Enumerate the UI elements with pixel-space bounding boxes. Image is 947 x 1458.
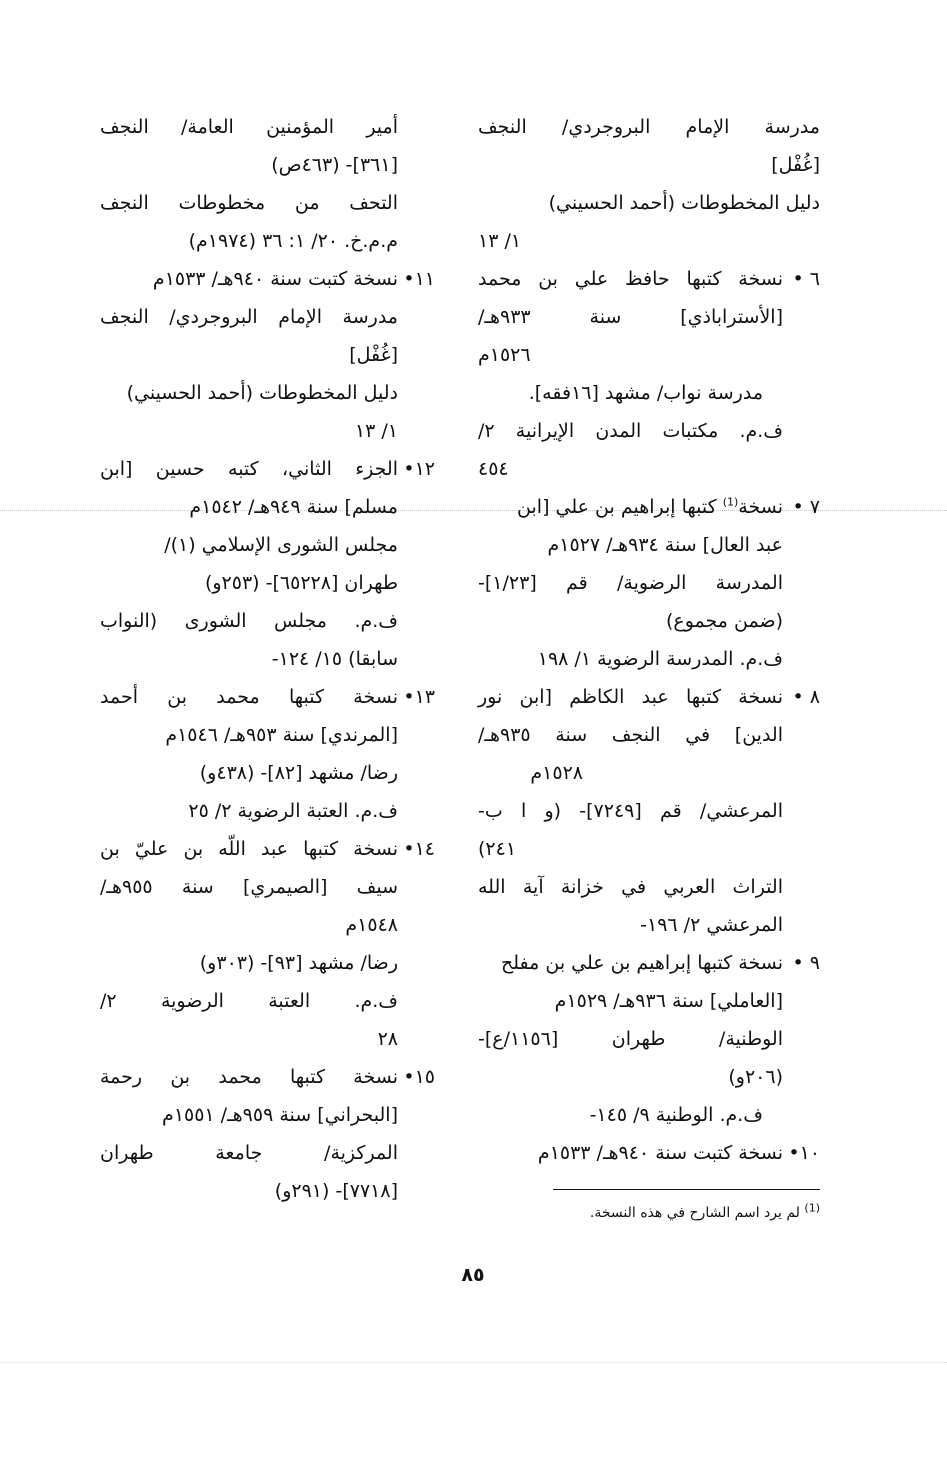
text-line: [البحراني] سنة ٩٥٩هـ/ ١٥٥١م <box>162 1104 398 1126</box>
footnote-text: لم يرد اسم الشارح في هذه النسخة. <box>589 1205 800 1221</box>
text-line: ١/ ١٣ <box>354 420 398 442</box>
text-line: المرعشي/ قم [٧٢٤٩]- (و ا ب- <box>478 800 783 822</box>
footnote-number: (1) <box>804 1201 820 1215</box>
text-line: رضا/ مشهد [٨٢]- (٤٣٨و) <box>199 762 398 784</box>
text-line: ٢٤١) <box>478 838 517 860</box>
manuscript-entry <box>100 450 435 678</box>
text-line: مجلس الشورى الإسلامي (١)/ <box>164 534 398 556</box>
text-line: نسخة كتبها عبد الكاظم [ابن نور <box>478 686 783 708</box>
text-line: نسخة كتبها محمد بن أحمد <box>100 686 398 708</box>
text-line: نسخة كتبها محمد بن رحمة <box>100 1066 398 1088</box>
manuscript-entry <box>100 1058 435 1210</box>
text-line: أمير المؤمنين العامة/ النجف <box>100 116 398 138</box>
text-line: [٧٧١٨]- (٢٩١و) <box>274 1180 398 1202</box>
text-line: نسخة كتبها حافظ علي بن محمد <box>478 268 783 290</box>
text-line: [غُفْل] <box>349 344 398 366</box>
entry-number: ١٤• <box>403 838 435 860</box>
text-line: نسخة كتبت سنة ٩٤٠هـ/ ١٥٣٣م <box>152 268 398 290</box>
entry-number: ١٠• <box>788 1142 820 1164</box>
entry-number: ٦ • <box>792 268 820 290</box>
text-line: [العاملي] سنة ٩٣٦هـ/ ١٥٢٩م <box>554 990 783 1012</box>
text-line: عبد العال] سنة ٩٣٤هـ/ ١٥٢٧م <box>547 534 783 556</box>
entry-number: ٩ • <box>792 952 820 974</box>
text-line: نسخة كتبها إبراهيم بن علي بن مفلح <box>500 952 783 974</box>
text-line: سيف [الصيمري] سنة ٩٥٥هـ/ <box>100 876 398 898</box>
text-line: ٤٥٤ <box>478 458 509 480</box>
text-line: نسخة كتبها عبد اللّه بن عليّ بن <box>100 838 398 860</box>
text-line: ف.م. المدرسة الرضوية ١/ ١٩٨ <box>537 648 783 670</box>
text-line: ف.م. مجلس الشورى (النواب <box>100 610 398 632</box>
text-line: ف.م. الوطنية ٩/ ١٤٥- <box>589 1104 763 1126</box>
text-line: مدرسة نواب/ مشهد [١٦فقه]. <box>528 382 763 404</box>
entry-number: ١٥• <box>403 1066 435 1088</box>
text-line: ٢٨ <box>377 1028 398 1050</box>
text-line: المركزية/ جامعة طهران <box>100 1142 398 1164</box>
footnote-marker: (1) <box>722 495 739 509</box>
text-line: [٣٦١]- (٤٦٣ص) <box>271 154 398 176</box>
text-line: [الأستراباذي] سنة ٩٣٣هـ/ <box>478 306 783 328</box>
text-line: طهران [٦٥٢٢٨]- (٢٥٣و) <box>204 572 398 594</box>
text-line: التحف من مخطوطات النجف <box>100 192 398 214</box>
text-line: دليل المخطوطات (أحمد الحسيني) <box>126 382 398 404</box>
text-line: مسلم] سنة ٩٤٩هـ/ ١٥٤٢م <box>189 496 398 518</box>
entry-number: ٨ • <box>792 686 820 708</box>
text-line: الجزء الثاني، كتبه حسين [ابن <box>100 458 398 480</box>
text-line: مدرسة الإمام البروجردي/ النجف <box>100 306 398 328</box>
entry-number: ٧ • <box>792 496 820 518</box>
text-line <box>478 488 783 526</box>
left-column <box>100 108 435 1210</box>
continuation-block <box>100 108 435 260</box>
text-line: ١/ ١٣ <box>478 230 522 252</box>
text-line: ١٥٢٦م <box>478 344 531 366</box>
text-line: المرعشي ٢/ ١٩٦- <box>640 914 783 936</box>
manuscript-entry <box>478 260 820 488</box>
text-line: رضا/ مشهد [٩٣]- (٣٠٣و) <box>199 952 398 974</box>
manuscript-entry <box>100 260 435 450</box>
text-line: ١٥٢٨م <box>530 762 583 784</box>
page-number: ٨٥ <box>461 1264 485 1286</box>
manuscript-entry <box>478 488 820 678</box>
text-line: نسخة كتبت سنة ٩٤٠هـ/ ١٥٣٣م <box>537 1142 783 1164</box>
entry-number: ١٢• <box>403 458 435 480</box>
entry-number: ١١• <box>403 268 435 290</box>
text-fragment: نسخة <box>738 496 783 518</box>
text-line: ١٥٤٨م <box>345 914 398 936</box>
right-column <box>478 108 820 1172</box>
text-line: دليل المخطوطات (أحمد الحسيني) <box>548 192 820 214</box>
scan-artifact-line <box>0 1362 947 1363</box>
continuation-block <box>478 108 820 260</box>
entry-number: ١٣• <box>403 686 435 708</box>
text-line: سابقا) ١٥/ ١٢٤- <box>271 648 398 670</box>
manuscript-entry <box>478 944 820 1134</box>
text-line: ف.م. العتبة الرضوية ٢/ ٢٥ <box>188 800 398 822</box>
text-line: [غُفْل] <box>771 154 820 176</box>
text-line: مدرسة الإمام البروجردي/ النجف <box>478 116 820 138</box>
text-line: (ضمن مجموع) <box>665 610 783 632</box>
manuscript-entry <box>100 830 435 1058</box>
text-line: الدين] في النجف سنة ٩٣٥هـ/ <box>478 724 783 746</box>
manuscript-entry <box>478 678 820 944</box>
text-line: التراث العربي في خزانة آية الله <box>478 876 783 898</box>
text-line: الوطنية/ طهران [١١٥٦/ع]- <box>478 1028 783 1050</box>
text-fragment: كتبها إبراهيم بن علي [ابن <box>517 496 723 518</box>
manuscript-entry <box>100 678 435 830</box>
manuscript-entry <box>478 1134 820 1172</box>
text-line: [المرندي] سنة ٩٥٣هـ/ ١٥٤٦م <box>165 724 398 746</box>
text-line: (٢٠٦و) <box>728 1066 783 1088</box>
footnote <box>553 1202 820 1224</box>
footnote-divider <box>553 1189 820 1190</box>
text-line: ف.م. العتبة الرضوية ٢/ <box>100 990 398 1012</box>
text-line: ف.م. مكتبات المدن الإيرانية ٢/ <box>478 420 783 442</box>
text-line: المدرسة الرضوية/ قم [١/٢٣]- <box>478 572 783 594</box>
text-line: م.م.خ. ٢٠/ ١: ٣٦ (١٩٧٤م) <box>188 230 398 252</box>
